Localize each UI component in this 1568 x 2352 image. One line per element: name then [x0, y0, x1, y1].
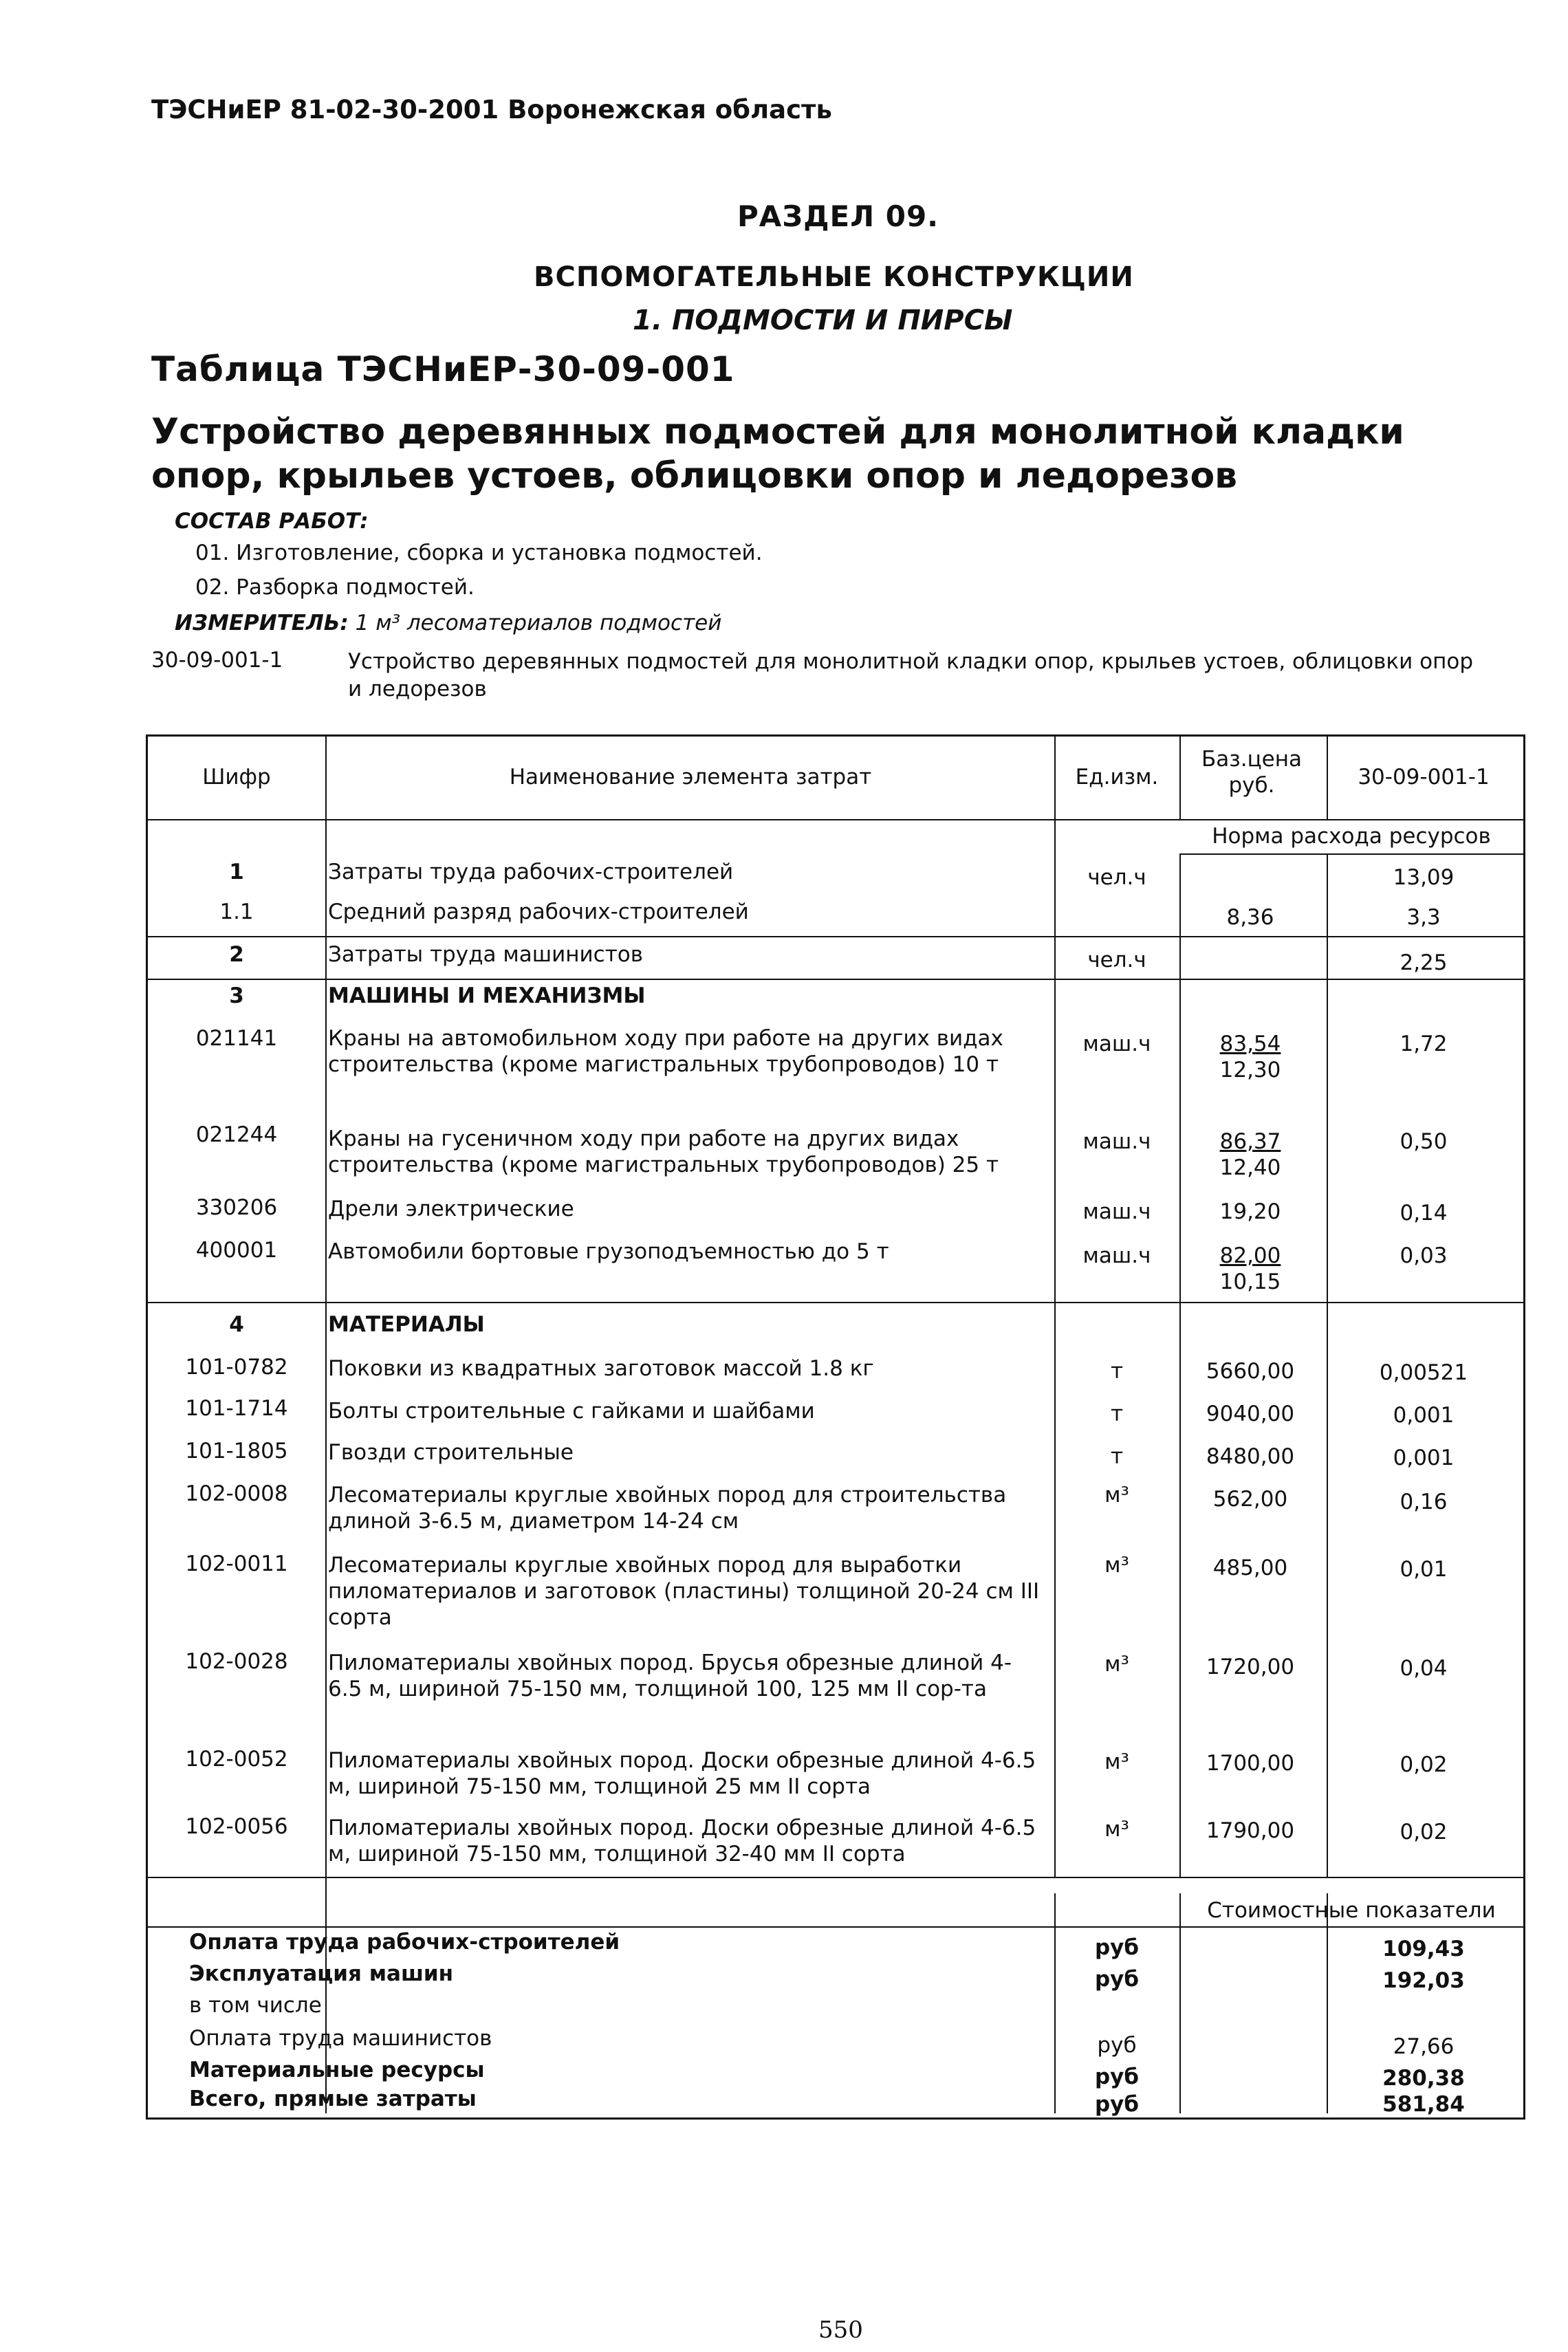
- row-norm: 0,14: [1400, 1201, 1448, 1226]
- summary-unit: руб: [1094, 1967, 1140, 1992]
- row-price: 5660,00: [1206, 1359, 1295, 1384]
- document-header: ТЭСНиЕР 81-02-30-2001 Воронежская область: [151, 95, 832, 124]
- row-code: 021141: [195, 1026, 278, 1051]
- row-name: Лесоматериалы круглые хвойных пород для строительства длиной 3-6.5 м, диаметром 14-24 см: [328, 1483, 1007, 1534]
- measure-value: 1 м³ лесоматериалов подмостей: [355, 611, 722, 635]
- table-hline: [148, 1302, 1523, 1303]
- row-name: Краны на автомобильном ходу при работе на других видах строительства (кроме магистральных трубопроводов) 10 т: [328, 1026, 1003, 1077]
- row-norm: 0,02: [1400, 1820, 1448, 1844]
- row-code: 102-0028: [185, 1649, 288, 1674]
- row-price: 82,00: [1219, 1243, 1281, 1268]
- row-name: Краны на гусеничном ходу при работе на других видах строительства (кроме магистральных трубопроводов) 25 т: [328, 1126, 999, 1177]
- row-norm: 0,16: [1400, 1490, 1448, 1514]
- row-price: 562,00: [1212, 1487, 1288, 1512]
- summary-label: Эксплуатация машин: [189, 1961, 454, 1986]
- work-item: 02. Разборка подмостей.: [195, 575, 475, 600]
- row-norm: 0,01: [1400, 1557, 1448, 1582]
- summary-value: 581,84: [1382, 2092, 1465, 2117]
- row-norm: 0,03: [1400, 1243, 1448, 1268]
- work-code: 30-09-001-1: [151, 648, 283, 673]
- row-name: Пиломатериалы хвойных пород. Брусья обрезные длиной 4-6.5 м, шириной 75-150 мм, толщиной 100, 125 мм II сор-та: [328, 1651, 1012, 1701]
- row-code: 021244: [195, 1122, 278, 1147]
- table-title: Таблица ТЭСНиЕР-30-09-001: [151, 349, 735, 389]
- row-norm: 0,50: [1400, 1129, 1448, 1154]
- row-price: 8,36: [1226, 905, 1274, 930]
- row-price: 83,54: [1219, 1032, 1281, 1056]
- measure-line: [175, 611, 721, 635]
- row-unit: т: [1110, 1359, 1124, 1384]
- section-subtitle: ВСПОМОГАТЕЛЬНЫЕ КОНСТРУКЦИИ: [534, 261, 1134, 293]
- row-name: Лесоматериалы круглые хвойных пород для выработки пиломатериалов и заготовок (пластины) толщиной 20-24 см III сорта: [328, 1553, 1040, 1630]
- summary-unit: руб: [1094, 2092, 1140, 2117]
- row-price-secondary: 10,15: [1219, 1270, 1281, 1294]
- work-code-description: Устройство деревянных подмостей для монолитной кладки опор, крыльев устоев, облицовки опор и ледорезов: [348, 649, 1474, 701]
- row-code: 4: [229, 1312, 244, 1337]
- row-name: Пиломатериалы хвойных пород. Доски обрезные длиной 4-6.5 м, шириной 75-150 мм, толщиной 25 мм II сорта: [328, 1748, 1036, 1799]
- section-title: РАЗДЕЛ 09.: [737, 199, 939, 233]
- row-code: 2: [229, 942, 244, 967]
- row-name: Гвозди строительные: [328, 1440, 574, 1465]
- row-unit: т: [1110, 1444, 1124, 1469]
- row-price: 1720,00: [1206, 1655, 1295, 1679]
- column-header-unit: Ед.изм.: [1075, 765, 1159, 790]
- row-price: 1790,00: [1206, 1818, 1295, 1843]
- row-code: 1.1: [219, 900, 254, 924]
- page-number: 550: [818, 2316, 863, 2344]
- work-composition-label: СОСТАВ РАБОТ:: [175, 509, 369, 534]
- row-name: Поковки из квадратных заготовок массой 1.8 кг: [328, 1356, 874, 1381]
- row-norm: 3,3: [1406, 905, 1441, 930]
- row-unit: маш.ч: [1082, 1243, 1151, 1268]
- summary-label: Оплата труда рабочих-строителей: [189, 1930, 620, 1954]
- work-item: 01. Изготовление, сборка и установка подмостей.: [195, 541, 763, 565]
- table-hline: [1179, 853, 1523, 855]
- table-hline: [148, 979, 1523, 980]
- norm-caption: Норма расхода ресурсов: [1212, 824, 1491, 849]
- row-price: 1700,00: [1206, 1751, 1295, 1776]
- row-name: Затраты труда рабочих-строителей: [328, 860, 734, 884]
- row-unit: маш.ч: [1082, 1199, 1151, 1224]
- row-code: 102-0056: [185, 1814, 288, 1839]
- row-code: 1: [229, 860, 244, 884]
- table-vline: [1179, 737, 1181, 819]
- row-norm: 1,72: [1400, 1032, 1448, 1056]
- row-code: 101-1805: [185, 1439, 288, 1463]
- column-header-price: Баз.цена руб.: [1201, 747, 1303, 798]
- row-name: Автомобили бортовые грузоподъемностью до 5 т: [328, 1239, 889, 1264]
- row-unit: т: [1110, 1402, 1124, 1426]
- row-code: 102-0008: [185, 1481, 288, 1506]
- row-norm: 0,04: [1400, 1656, 1448, 1681]
- row-name: Болты строительные с гайками и шайбами: [328, 1399, 815, 1424]
- table-hline: [148, 936, 1523, 937]
- row-unit: чел.ч: [1087, 948, 1146, 972]
- row-price: 485,00: [1212, 1556, 1288, 1580]
- measure-label: ИЗМЕРИТЕЛЬ:: [175, 611, 349, 635]
- row-unit: м³: [1104, 1553, 1129, 1578]
- row-code: 330206: [195, 1195, 278, 1220]
- row-norm: 2,25: [1400, 950, 1448, 975]
- summary-value: 192,03: [1382, 1968, 1465, 1993]
- row-price: 8480,00: [1206, 1444, 1295, 1469]
- summary-unit: руб: [1094, 1935, 1140, 1960]
- row-price: 86,37: [1219, 1129, 1281, 1154]
- row-name: Средний разряд рабочих-строителей: [328, 900, 749, 924]
- row-unit: м³: [1104, 1817, 1129, 1842]
- summary-label: Всего, прямые затраты: [189, 2087, 477, 2111]
- row-norm: 0,001: [1393, 1446, 1455, 1470]
- resource-table: [146, 734, 1525, 2120]
- column-header-name: Наименование элемента затрат: [509, 765, 872, 790]
- summary-value: 27,66: [1393, 2034, 1455, 2059]
- row-code: 101-0782: [185, 1355, 288, 1380]
- row-name: Затраты труда машинистов: [328, 942, 644, 967]
- cost-caption: Стоимостные показатели: [1207, 1898, 1496, 1923]
- table-hline: [148, 1877, 1523, 1878]
- summary-label: Материальные ресурсы: [189, 2058, 485, 2082]
- row-unit: м³: [1104, 1750, 1129, 1774]
- subsection-title: 1. ПОДМОСТИ И ПИРСЫ: [633, 305, 1013, 336]
- row-code: 101-1714: [185, 1396, 288, 1421]
- summary-label: в том числе: [189, 1993, 322, 2018]
- row-price: 19,20: [1219, 1199, 1281, 1224]
- summary-value: 280,38: [1382, 2066, 1465, 2091]
- row-name: Пиломатериалы хвойных пород. Доски обрезные длиной 4-6.5 м, шириной 75-150 мм, толщиной 32-40 мм II сорта: [328, 1816, 1036, 1866]
- row-name: МАТЕРИАЛЫ: [328, 1312, 485, 1337]
- summary-unit: руб: [1097, 2033, 1137, 2058]
- row-norm: 13,09: [1393, 865, 1455, 890]
- row-price: 9040,00: [1206, 1402, 1295, 1426]
- row-name: Дрели электрические: [328, 1197, 574, 1221]
- row-price-secondary: 12,40: [1219, 1155, 1281, 1180]
- row-unit: чел.ч: [1087, 865, 1146, 890]
- table-vline: [325, 737, 327, 2113]
- row-unit: маш.ч: [1082, 1032, 1151, 1056]
- row-norm: 0,00521: [1379, 1360, 1468, 1385]
- row-code: 102-0011: [185, 1551, 288, 1576]
- table-hline: [148, 819, 1523, 820]
- row-name: МАШИНЫ И МЕХАНИЗМЫ: [328, 983, 646, 1008]
- row-code: 102-0052: [185, 1747, 288, 1772]
- row-unit: м³: [1104, 1483, 1129, 1507]
- row-norm: 0,001: [1393, 1403, 1455, 1428]
- summary-label: Оплата труда машинистов: [189, 2026, 492, 2051]
- row-norm: 0,02: [1400, 1752, 1448, 1777]
- row-code: 400001: [195, 1238, 278, 1263]
- row-price-secondary: 12,30: [1219, 1058, 1281, 1082]
- column-header-norm: 30-09-001-1: [1358, 765, 1490, 790]
- row-unit: м³: [1104, 1652, 1129, 1677]
- row-code: 3: [229, 983, 244, 1008]
- row-unit: маш.ч: [1082, 1129, 1151, 1154]
- table-description: Устройство деревянных подмостей для монолитной кладки опор, крыльев устоев, облицовки опор и ледорезов: [151, 411, 1404, 497]
- summary-value: 109,43: [1382, 1937, 1465, 1961]
- table-hline: [148, 1926, 1523, 1928]
- column-header-code: Шифр: [202, 765, 271, 790]
- summary-unit: руб: [1094, 2065, 1140, 2089]
